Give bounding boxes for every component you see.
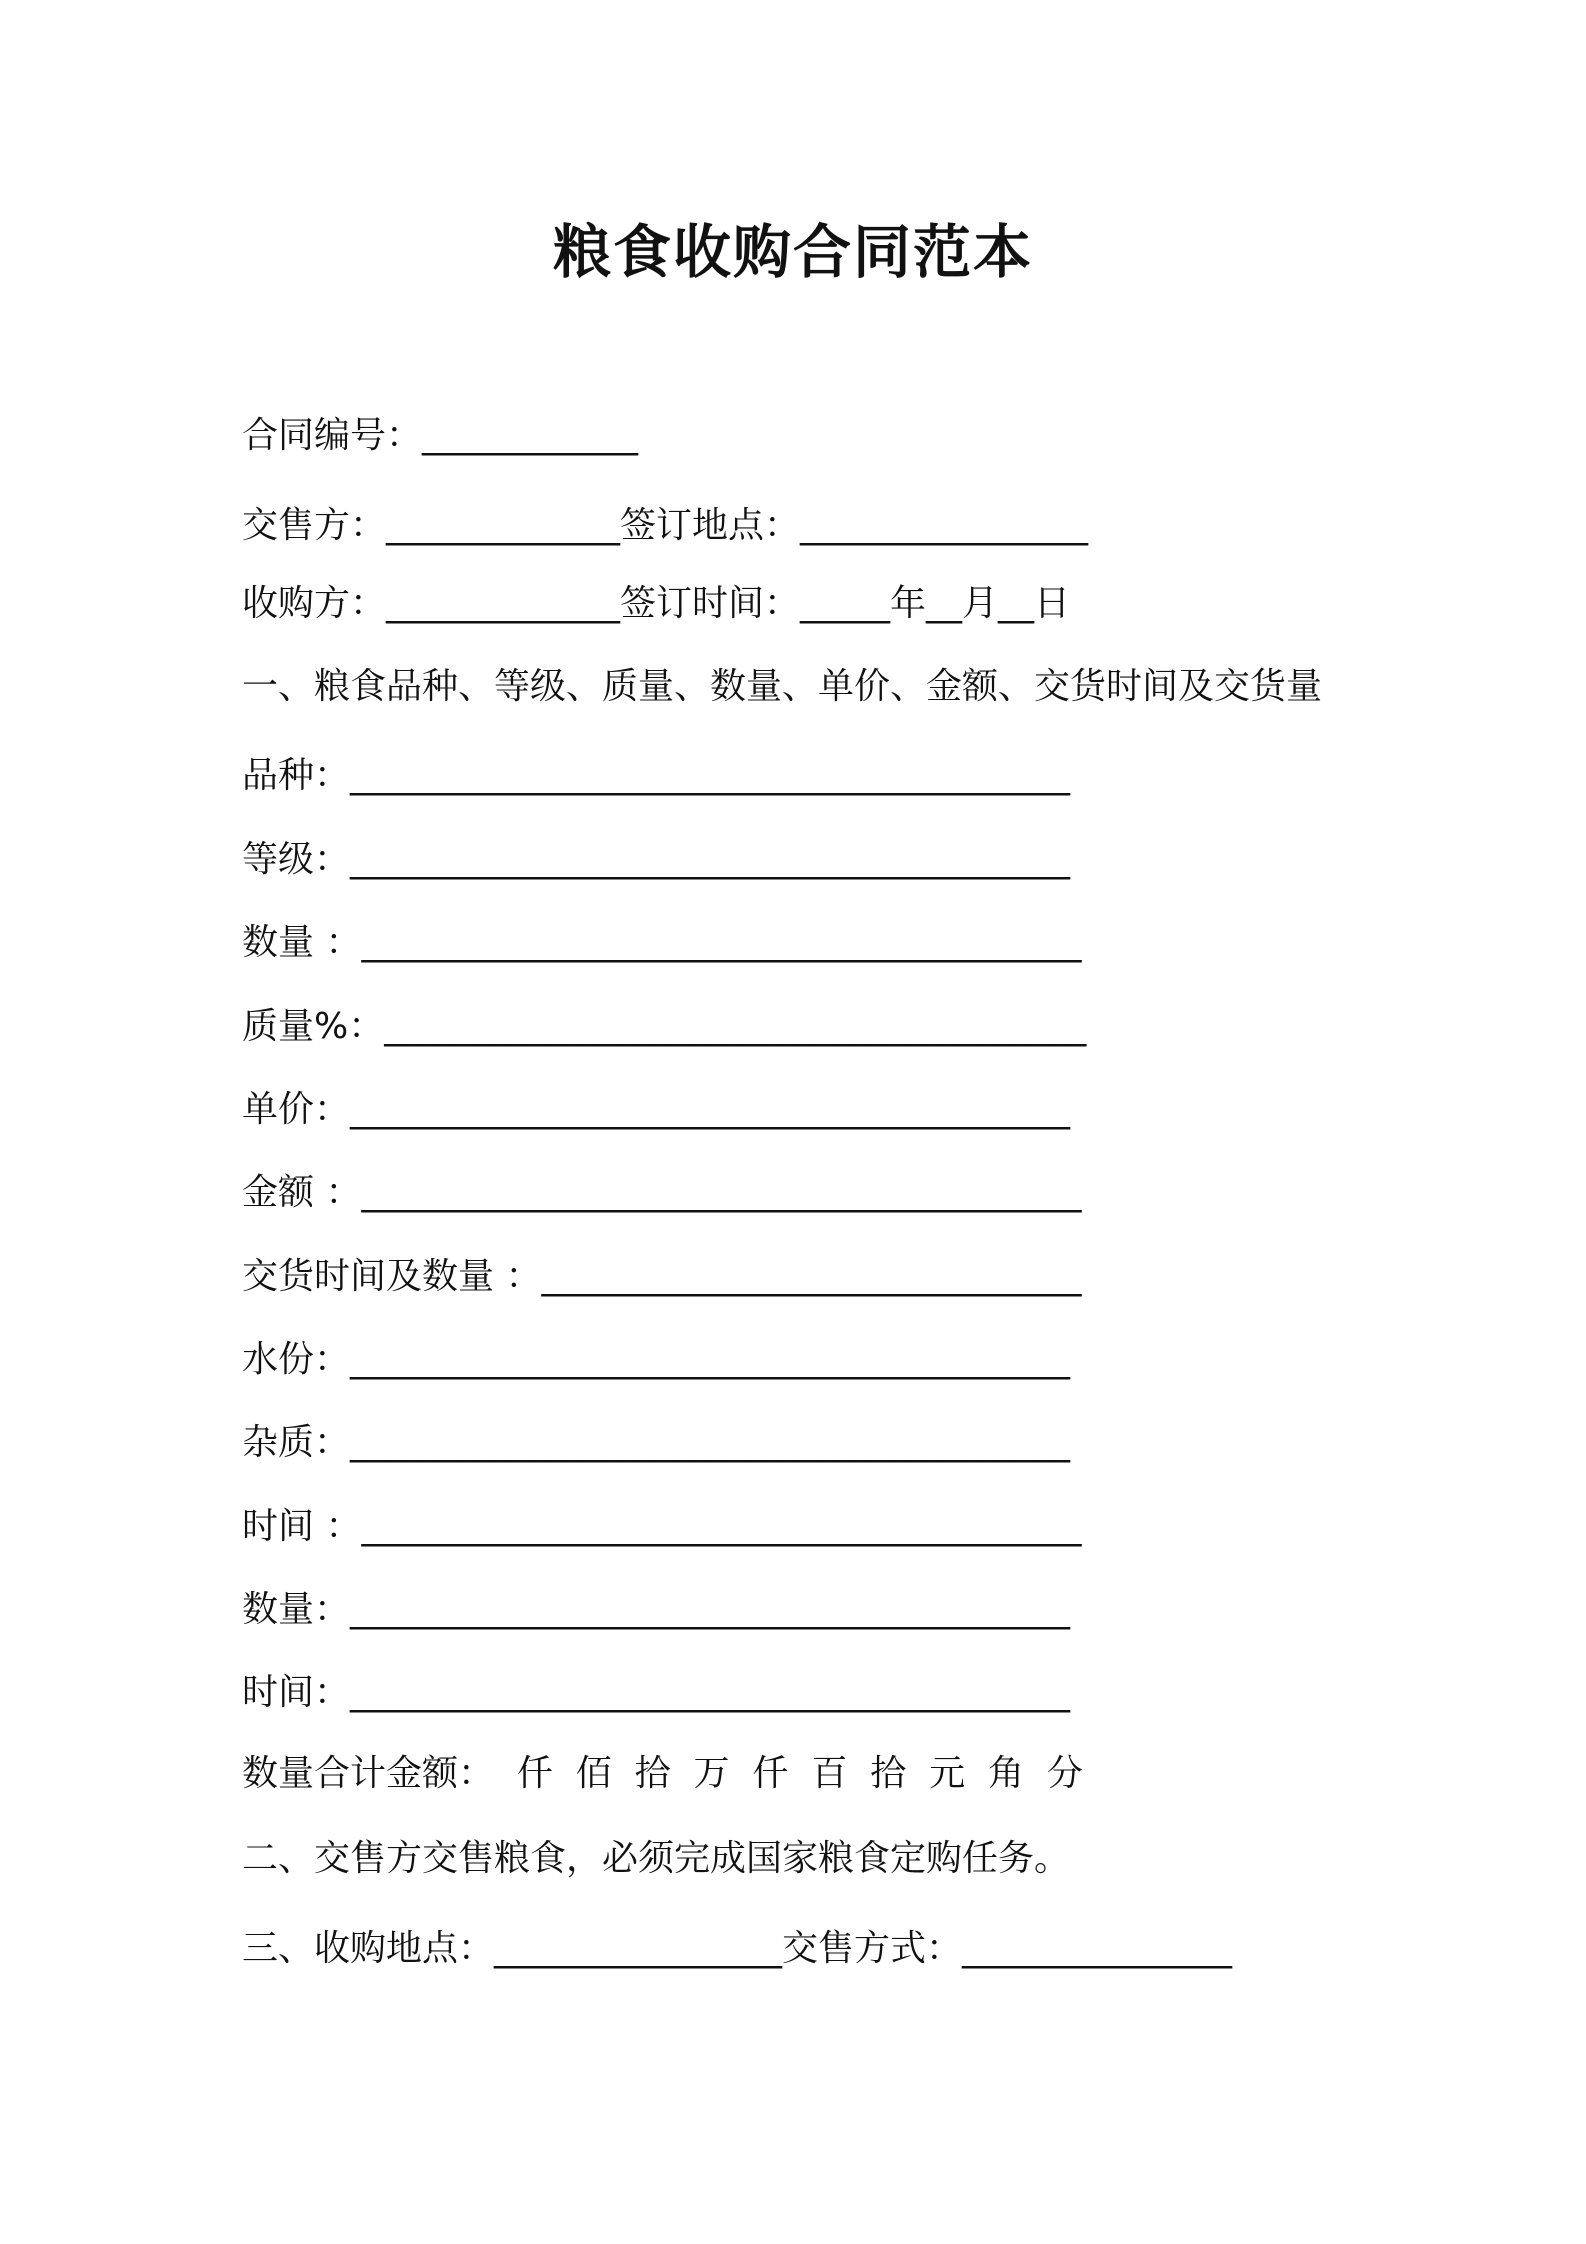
quality-line: 质量%：_______________________________________ — [242, 1006, 1087, 1047]
grade-line: 等级：________________________________________ — [242, 839, 1071, 880]
impurity-line: 杂质：________________________________________ — [242, 1422, 1071, 1463]
quantity-line: 数量 ：________________________________________ — [242, 922, 1082, 963]
section-2-line: 二、交售方交售粮食，必须完成国家粮食定购任务。 — [242, 1838, 1071, 1879]
variety-line: 品种：________________________________________ — [242, 755, 1071, 796]
contract-number-line: 合同编号：____________ — [242, 415, 639, 456]
unit-price-line: 单价：________________________________________ — [242, 1089, 1071, 1130]
section-1-heading: 一、粮食品种、等级、质量、数量、单价、金额、交货时间及交货量 — [242, 666, 1323, 707]
seller-line: 交售方：_____________签订地点：________________ — [242, 505, 1089, 546]
document-title: 粮食收购合同范本 — [552, 218, 1033, 286]
delivery-time-quantity-line: 交货时间及数量 ：______________________________ — [242, 1256, 1082, 1297]
time-line-2: 时间：________________________________________ — [242, 1672, 1071, 1713]
section-3-line: 三、收购地点：________________交售方式：_______________ — [242, 1928, 1233, 1969]
quantity-line-2: 数量：________________________________________ — [242, 1589, 1071, 1630]
amount-line: 金额 ：________________________________________ — [242, 1172, 1082, 1213]
time-line-1: 时间 ：________________________________________ — [242, 1506, 1082, 1547]
moisture-line: 水份：________________________________________ — [242, 1339, 1071, 1380]
total-amount-line: 数量合计金额： 仟 佰 拾 万 仟 百 拾 元 角 分 — [242, 1753, 1083, 1794]
buyer-line: 收购方：_____________签订时间：_____年__月__日 — [242, 583, 1071, 624]
